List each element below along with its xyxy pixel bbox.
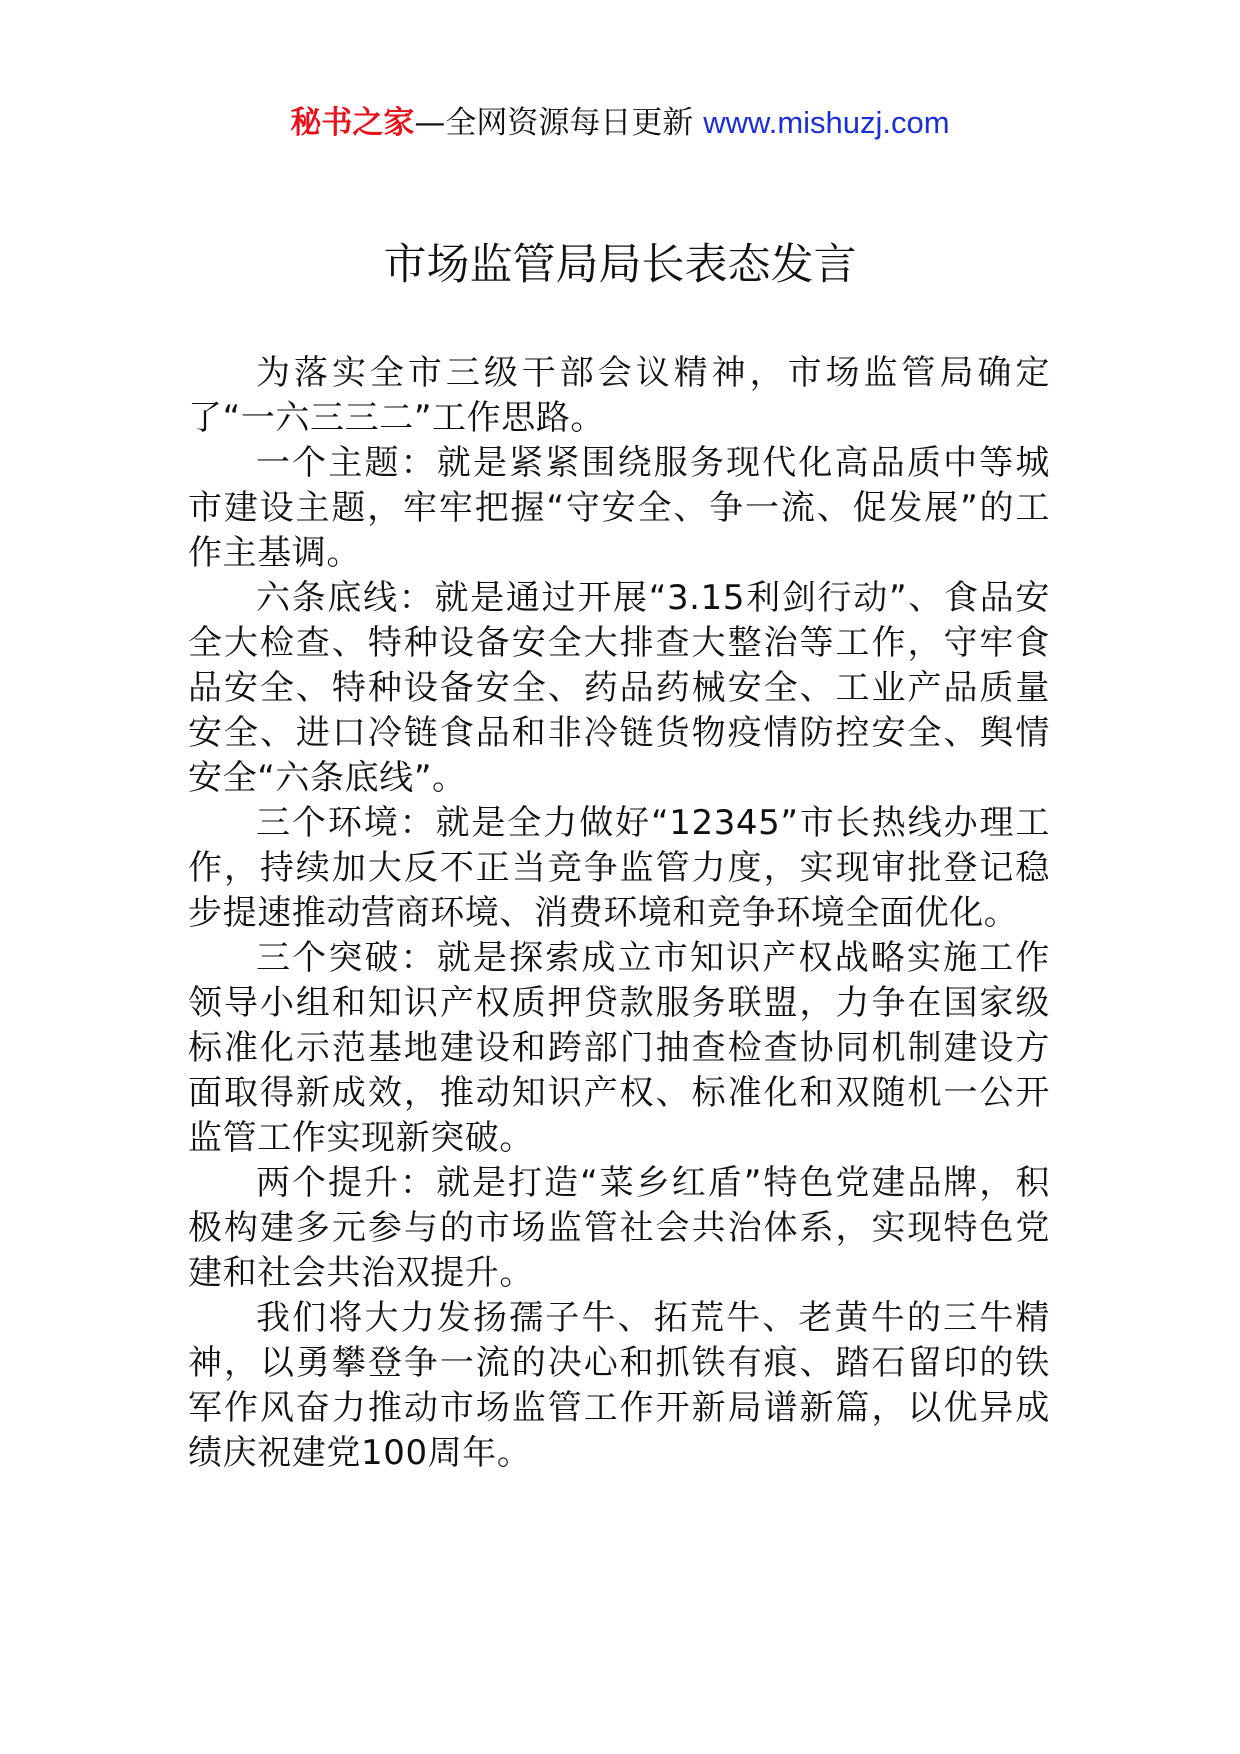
- paragraph-three-breakthroughs: 三个突破：就是探索成立市知识产权战略实施工作领导小组和知识产权质押贷款服务联盟，力争在国家级标准化示范基地建设和跨部门抽查检查协同机制建设方面取得新成效，推动知识产权、标准化和双随机一公开监管工作实现新突破。: [188, 938, 1050, 1158]
- site-url-link[interactable]: www.mishuzj.com: [703, 105, 950, 140]
- document-title: 市场监管局局长表态发言: [383, 240, 857, 290]
- brand-name: 秘书之家: [290, 105, 415, 141]
- paragraph-conclusion: 我们将大力发扬孺子牛、拓荒牛、老黄牛的三牛精神，以勇攀登争一流的决心和抓铁有痕、踏石留印的铁军作风奋力推动市场监管工作开新局谱新篇，以优异成绩庆祝建党100周年。: [188, 1298, 1050, 1473]
- paragraph-two-improvements: 两个提升：就是打造“菜乡红盾”特色党建品牌，积极构建多元参与的市场监管社会共治体系，实现特色党建和社会共治双提升。: [188, 1163, 1050, 1293]
- site-header: [0, 100, 1240, 146]
- header-tagline: —全网资源每日更新: [414, 105, 694, 141]
- paragraph-intro: 为落实全市三级干部会议精神，市场监管局确定了“一六三三二”工作思路。: [188, 353, 1050, 438]
- paragraph-one-theme: 一个主题：就是紧紧围绕服务现代化高品质中等城市建设主题，牢牢把握“守安全、争一流、促发展”的工作主基调。: [188, 443, 1050, 573]
- document-body: [188, 351, 1050, 1476]
- paragraph-three-environments: 三个环境：就是全力做好“12345”市长热线办理工作，持续加大反不正当竞争监管力度，实现审批登记稳步提速推动营商环境、消费环境和竞争环境全面优化。: [188, 803, 1050, 933]
- paragraph-six-bottom-lines: 六条底线：就是通过开展“3.15利剑行动”、食品安全大检查、特种设备安全大排查大整治等工作，守牢食品安全、特种设备安全、药品药械安全、工业产品质量安全、进口冷链食品和非冷链货物疫情防控安全、舆情安全“六条底线”。: [188, 578, 1050, 798]
